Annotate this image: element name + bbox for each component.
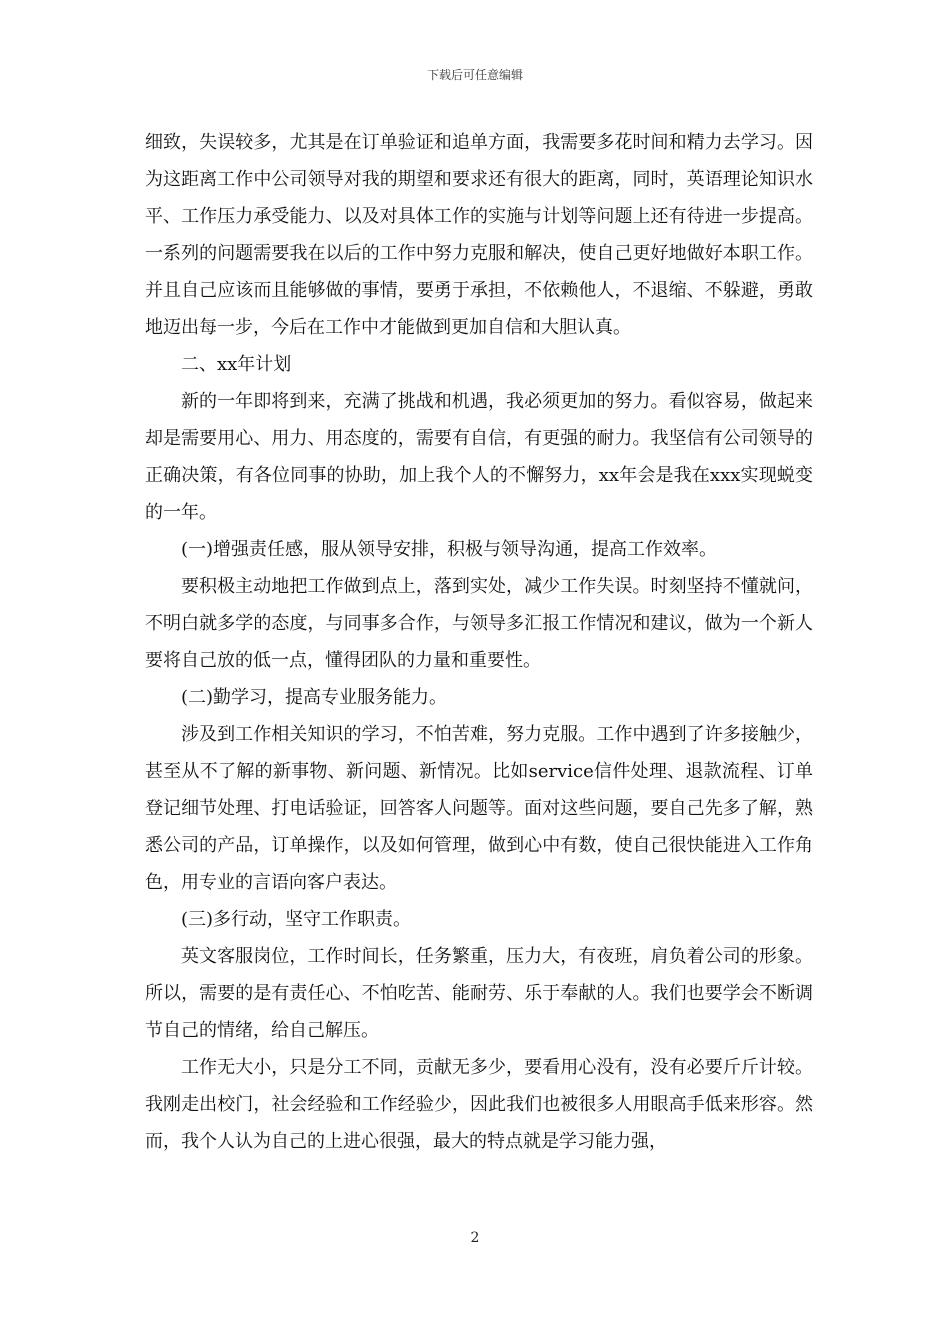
document-body <box>145 124 813 1160</box>
paragraph-plan-intro: 新的一年即将到来，充满了挑战和机遇，我必须更加的努力。看似容易，做起来却是需要用心、用力、用态度的，需要有自信，有更强的耐力。我坚信有公司领导的正确决策，有各位同事的协助，加上我个人的不懈努力，xx年会是我在xxx实现蜕变的一年。 <box>145 391 813 523</box>
paragraph-action: 英文客服岗位，工作时间长，任务繁重，压力大，有夜班，肩负着公司的形象。所以，需要的是有责任心、不怕吃苦、能耐劳、乐于奉献的人。我们也要学会不断调节自己的情绪，给自己解压。 <box>145 946 813 1041</box>
paragraph-study: 涉及到工作相关知识的学习，不怕苦难，努力克服。工作中遇到了许多接触少，甚至从不了解的新事物、新问题、新情况。比如service信件处理、退款流程、订单登记细节处理、打电话验证，回答客人问题等。面对这些问题，要自己先多了解，熟悉公司的产品，订单操作，以及如何管理，做到心中有数，使自己很快能进入工作角色，用专业的言语向客户表达。 <box>145 724 813 893</box>
subheading-action: (三)多行动，坚守工作职责。 <box>181 909 412 930</box>
paragraph-responsibility: 要积极主动地把工作做到点上，落到实处，减少工作失误。时刻坚持不懂就问，不明白就多学的态度，与同事多合作，与领导多汇报工作情况和建议，做为一个新人要将自己放的低一点，懂得团队的力量和重要性。 <box>145 576 813 671</box>
section-heading-plan: 二、xx年计划 <box>181 354 292 375</box>
paragraph-attitude: 工作无大小，只是分工不同，贡献无多少，要看用心没有，没有必要斤斤计较。我刚走出校门，社会经验和工作经验少，因此我们也被很多人用眼高手低来形容。然而，我个人认为自己的上进心很强，最大的特点就是学习能力强， <box>145 1057 813 1152</box>
page-header: 下载后可任意编辑 <box>426 68 523 82</box>
subheading-responsibility: (一)增强责任感，服从领导安排，积极与领导沟通，提高工作效率。 <box>181 539 718 560</box>
paragraph-continued: 细致，失误较多，尤其是在订单验证和追单方面，我需要多花时间和精力去学习。因为这距离工作中公司领导对我的期望和要求还有很大的距离，同时，英语理论知识水平、工作压力承受能力、以及对具体工作的实施与计划等问题上还有待进一步提高。一系列的问题需要我在以后的工作中努力克服和解决，使自己更好地做好本职工作。并且自己应该而且能够做的事情，要勇于承担，不依赖他人，不退缩、不躲避，勇敢地迈出每一步，今后在工作中才能做到更加自信和大胆认真。 <box>145 132 813 338</box>
subheading-study: (二)勤学习，提高专业服务能力。 <box>181 687 448 708</box>
page-number: 2 <box>470 1230 480 1246</box>
